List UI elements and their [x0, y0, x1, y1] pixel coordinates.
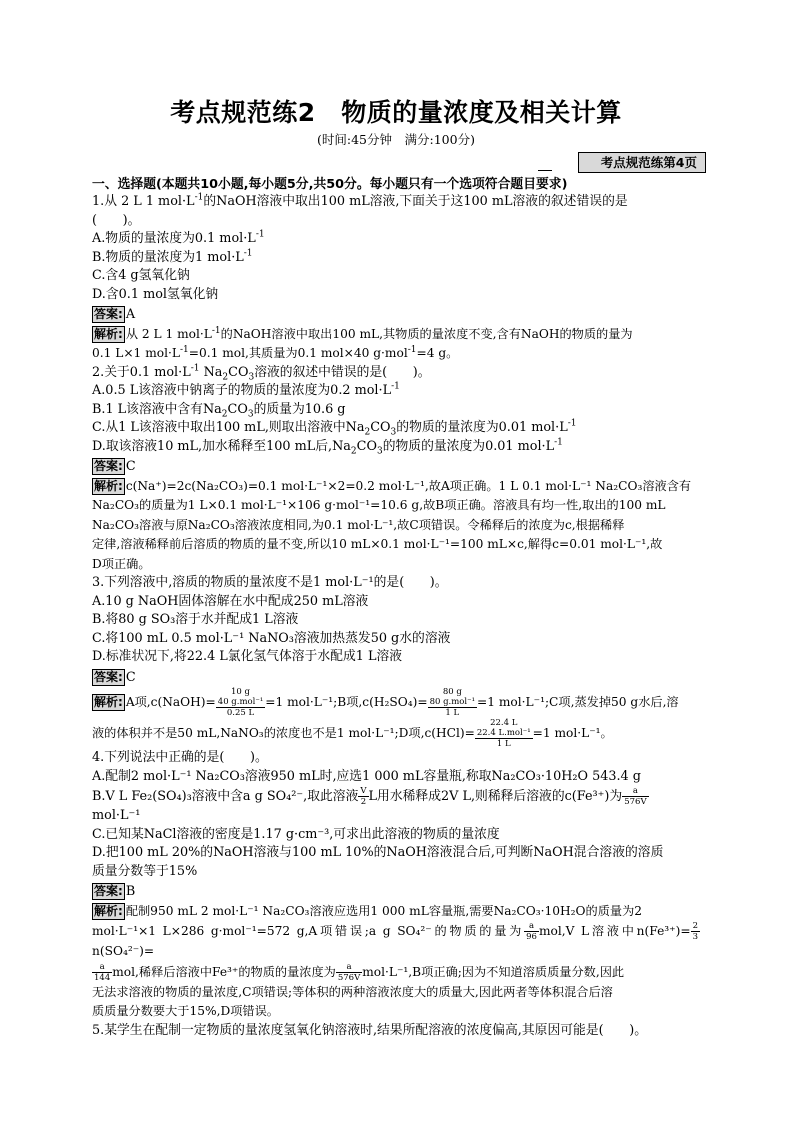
q2-analysis: 解析: c(Na⁺)=2c(Na₂CO₃)=0.1 mol·L⁻¹×2=0.2 mol·L⁻¹,故A项正确。1 L 0.1 mol·L⁻¹ Na₂CO₃溶液含有 Na₂CO₃的质量为1 L×0.1 mol·L⁻¹×106 g·mol⁻¹=10.6 g,故B项正确。溶液具有均一性,取出的100 mL Na₂CO₃溶液与原Na₂CO₃溶液浓度相同,为0.1 mol·L⁻¹,故C项错误。令稀释后的浓度为c,根据稀释 定律,溶液稀释前后溶质的物质的量不变,所以10 mL×0.1 mol·L⁻¹=100 mL×c,解得c=0.01 mol·L⁻¹,故 D项正确。: [92, 478, 692, 571]
tag-underline: [538, 170, 552, 171]
page-subtitle: (时间:45分钟 满分:100分): [317, 132, 475, 147]
fraction: 80 g 80 g.mol⁻¹ 1 L: [429, 687, 476, 718]
analysis-label: 解析:: [94, 695, 123, 709]
document-page: [92, 96, 700, 1040]
q1-paren: ( )。: [92, 212, 141, 228]
q4-option-a: A.配制2 mol·L⁻¹ Na₂CO₃溶液950 mL时,应选1 000 mL容量瓶,称取Na₂CO₃·10H₂O 543.4 g: [92, 768, 641, 784]
q4-option-d-cont: 质量分数等于15%: [92, 863, 198, 879]
q4-answer: 答案: B: [94, 884, 136, 899]
q3-option-d: D.标准状况下,将22.4 L氯化氢气体溶于水配成1 L溶液: [92, 649, 403, 664]
q1-analysis: 解析: 从 2 L 1 $mol\cdot L^{-1}$的NaOH溶液中取出100 mL,其物质的量浓度不变,含有NaOH的物质的量为 0.1 L×1 $mol\cdot L^{-1}=0.1$ mol,其质量为0.1 mol×40 g·mol$^{-1}$=4 g。: [92, 325, 633, 360]
fraction: 10 g 40 g.mol⁻¹ 0.25 L: [217, 687, 264, 718]
analysis-label: 解析:: [94, 903, 123, 918]
q4-analysis: 解析: 配制950 mL 2 mol·L⁻¹ Na₂CO₃溶液应选用1 000 mL容量瓶,需要Na₂CO₃·10H₂O的质量为2 mol·L⁻¹×1 L×286 g·mol⁻¹=572 g,A项错误;a g SO₄²⁻的物质的量为 $\frac{a}{96}$ mol,V L溶液中n(Fe³⁺)= $\frac{2}{3}$ n(SO₄²⁻)= $\frac{a}{144}$ mol,稀释后溶液中Fe³⁺的物质的量浓度为 $\frac{a}{576V}$ mol·L⁻¹,B项正确;因为不知道溶质质量分数,因此 无法求溶液的物质的量浓度,C项错误;等体积的两种溶液浓度大的质量大,因此两者等体积混合后溶 质质量分数要大于15%,D项错误。: [92, 903, 698, 1018]
answer-label: 答案:: [94, 884, 123, 898]
answer-label: 答案:: [94, 307, 123, 321]
fraction: $\frac{a}{576V}$: [337, 961, 361, 983]
fraction: $\frac{2}{3}$: [692, 921, 698, 942]
q3-stem: 3.下列溶液中,溶质的物质的量浓度不是1 mol·L⁻¹的是( )。: [92, 575, 448, 590]
q3-analysis: 解析: A项,c(NaOH)= 10 g 40 g.mol⁻¹ 0.25 L =1 mol·L⁻¹;B项,c(H₂SO₄)= 80 g 80 g.mol⁻¹ 1 L =1 mol·L⁻¹;C项,蒸发掉50 g水后,溶 液的体积并不是50 mL,NaNO₃的浓度也不是1 mol·L⁻¹;D项,c(HCl)= 22.4 L 22.4 L.mol⁻¹ 1 L =1 mol·L⁻¹。: [92, 687, 679, 749]
tag-row: [92, 152, 700, 174]
question-3: [92, 574, 700, 667]
answer-label: 答案:: [94, 459, 123, 473]
q3-option-c: C.将100 mL 0.5 mol·L⁻¹ NaNO₃溶液加热蒸发50 g水的溶液: [92, 630, 451, 646]
q2-answer: 答案: C: [94, 459, 136, 474]
question-5: [92, 1022, 700, 1041]
q2-option-c: C.从1 L该溶液中取出100 mL,则取出溶液中$Na_2CO_3$的物质的量浓度为0.01 $mol\cdot L^{-1}$: [92, 418, 577, 438]
q4-option-b-unit: mol·L⁻¹: [92, 808, 141, 823]
question-4: [92, 749, 700, 881]
section-title: 一、选择题(本题共10小题,每小题5分,共50分。每小题只有一个选项符合题目要求): [92, 177, 568, 192]
q1-answer: 答案: A: [94, 307, 136, 322]
q4-stem: 4.下列说法中正确的是( )。: [92, 750, 268, 765]
question-1: [92, 193, 700, 304]
q1-option-d: D.含0.1 mol氢氧化钠: [92, 286, 219, 302]
fraction: $\frac{a}{576V}$: [624, 786, 647, 807]
q1-option-c: C.含4 g氢氧化钠: [92, 268, 190, 283]
q4-option-b: B.V L Fe₂(SO₄)₃溶液中含a g SO₄²⁻,取此溶液 $\frac{V}{2}$ L用水稀释成2V L,则稀释后溶液的c(Fe³⁺)为 $\frac{a}{576V}$: [92, 786, 647, 807]
q1-option-b: B.物质的量浓度为1 $mol\cdot L^{-1}$: [92, 248, 253, 265]
analysis-label: 解析:: [94, 478, 123, 493]
q3-option-a: A.10 g NaOH固体溶解在水中配成250 mL溶液: [92, 593, 369, 609]
section-heading: [92, 176, 700, 193]
page-reference-tag: 考点规范练第4页: [578, 152, 706, 173]
fraction: $\frac{a}{144}$: [94, 961, 111, 983]
fraction: 22.4 L 22.4 L.mol⁻¹ 1 L: [476, 718, 531, 749]
fraction: $\frac{V}{2}$: [360, 786, 367, 807]
q2-option-a: A.0.5 L该溶液中钠离子的物质的量浓度为0.2 $mol\cdot L^{-1}$: [92, 381, 400, 398]
question-2: [92, 364, 700, 457]
q1-stem: 1.从 2 L 1 $mol\cdot L^{-1}$的NaOH溶液中取出100 mL溶液,下面关于这100 mL溶液的叙述错误的是: [92, 192, 628, 209]
analysis-label: 解析:: [94, 326, 123, 341]
q2-option-d: D.取该溶液10 mL,加水稀释至100 mL后$,Na_2CO_3$的物质的量浓度为0.01 $mol\cdot L^{-1}$: [92, 437, 563, 457]
q2-option-b: B.1 L该溶液中含有$Na_2CO_3$的质量为10.6 g: [92, 401, 346, 420]
q2-stem: 2.关于0.1 $mol\cdot L^{-1}$ $Na_2CO_3$溶液的叙述中错误的是( )。: [92, 363, 431, 383]
page-title: 考点规范练2 物质的量浓度及相关计算: [170, 98, 622, 127]
q4-option-d: D.把100 mL 20%的NaOH溶液与100 mL 10%的NaOH溶液混合后,可判断NaOH混合溶液的溶质: [92, 845, 664, 860]
q4-option-c: C.已知某NaCl溶液的密度是1.17 g·cm⁻³,可求出此溶液的物质的量浓度: [92, 826, 500, 842]
answer-label: 答案:: [94, 669, 123, 684]
q3-option-b: B.将80 g SO₃溶于水并配成1 L溶液: [92, 612, 299, 627]
q1-option-a: A.物质的量浓度为0.1 $mol\cdot L^{-1}$: [92, 229, 265, 246]
q5-stem: 5.某学生在配制一定物质的量浓度氢氧化钠溶液时,结果所配溶液的浓度偏高,其原因可能是( )。: [92, 1022, 648, 1038]
fraction: $\frac{a}{96}$: [526, 921, 537, 942]
q3-answer: 答案: C: [94, 669, 136, 685]
